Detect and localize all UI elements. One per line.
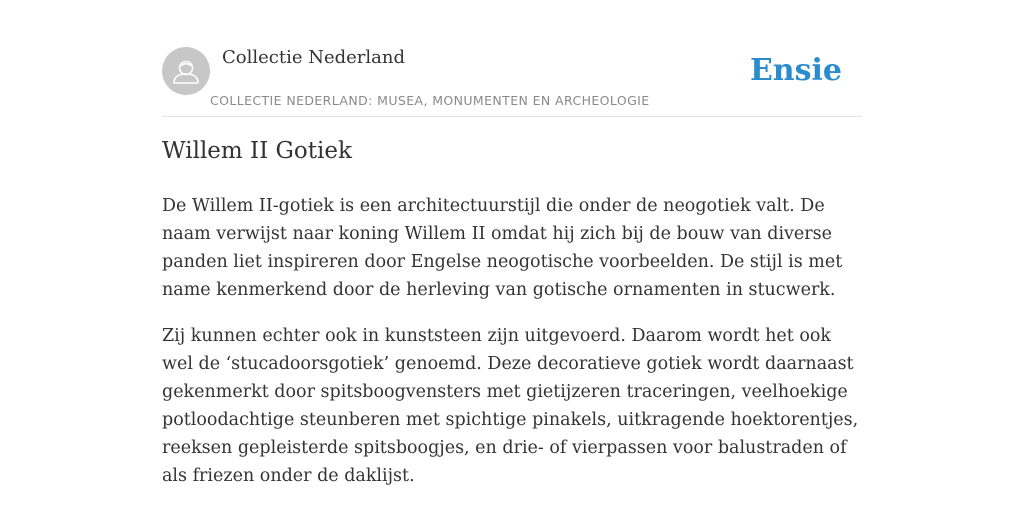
article-body	[162, 192, 862, 508]
author-avatar[interactable]	[162, 47, 210, 95]
article-paragraph: Zij kunnen echter ook in kunststeen zijn uitgevoerd. Daarom wordt het ook wel de ‘stucadoorsgotiek’ genoemd. Deze decoratieve gotiek wordt daarnaast gekenmerkt door spitsboogvensters met gietijzeren traceringen, veelhoekige potloodachtige steunberen met spichtige pinakels, uitkragende hoektorentjes, reeksen gepleisterde spitsboogjes, en drie- of vierpassen voor balustraden of als friezen onder de daklijst.	[162, 326, 859, 486]
article-paragraph: De Willem II-gotiek is een architectuurstijl die onder de neogotiek valt. De naam verwijst naar koning Willem II omdat hij zich bij de bouw van diverse panden liet inspireren door Engelse neogotische voorbeelden. De stijl is met name kenmerkend door de herleving van gotische ornamenten in stucwerk.	[162, 196, 843, 300]
brand-logo[interactable]: Ensie	[749, 53, 842, 88]
article-header	[162, 46, 862, 117]
user-avatar-icon	[162, 47, 210, 95]
source-label[interactable]: COLLECTIE NEDERLAND: MUSEA, MONUMENTEN EN ARCHEOLOGIE	[210, 93, 650, 108]
author-name[interactable]: Collectie Nederland	[222, 47, 406, 68]
article-title: Willem II Gotiek	[162, 138, 352, 164]
